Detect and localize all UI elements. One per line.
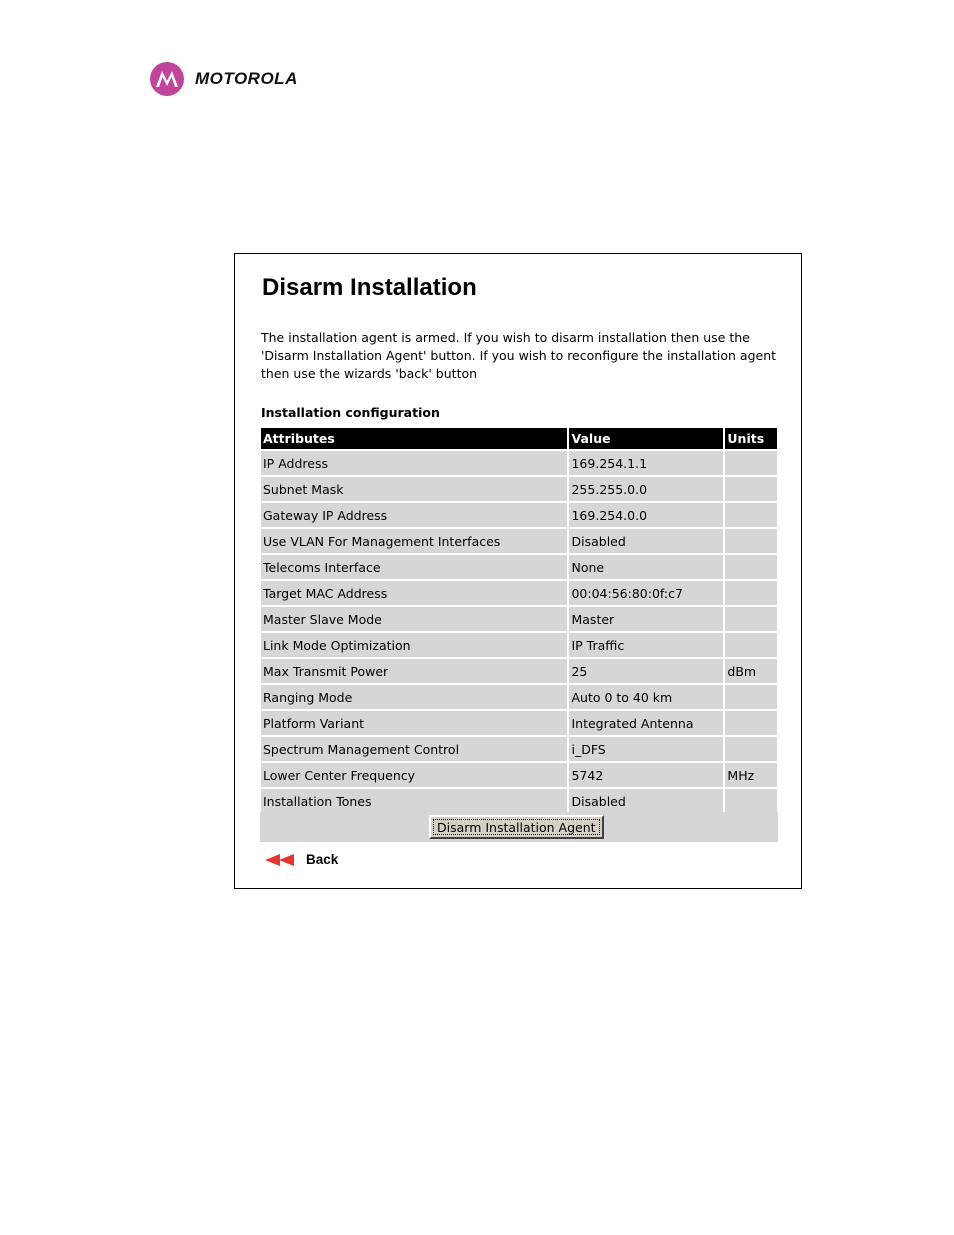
units-cell (725, 529, 777, 553)
units-cell (725, 555, 777, 579)
table-row (261, 607, 777, 631)
value-cell: 255.255.0.0 (569, 477, 723, 501)
section-title: Installation configuration (261, 405, 440, 420)
attribute-cell: Max Transmit Power (261, 659, 567, 683)
table-row (261, 503, 777, 527)
units-cell (725, 711, 777, 735)
units-cell: dBm (725, 659, 777, 683)
value-cell: 169.254.0.0 (569, 503, 723, 527)
value-cell: Disabled (569, 529, 723, 553)
back-link[interactable] (265, 852, 338, 867)
value-cell: 169.254.1.1 (569, 451, 723, 475)
disarm-installation-agent-button[interactable]: Disarm Installation Agent (429, 815, 604, 839)
units-cell (725, 633, 777, 657)
units-cell (725, 503, 777, 527)
attribute-cell: Master Slave Mode (261, 607, 567, 631)
table-header-row (261, 428, 777, 449)
intro-line: then use the wizards 'back' button (261, 366, 478, 381)
intro-line: 'Disarm Installation Agent' button. If you wish to reconfigure the installation agent (261, 348, 777, 363)
motorola-logo (150, 62, 298, 96)
table-row (261, 737, 777, 761)
table-row (261, 555, 777, 579)
units-cell (725, 477, 777, 501)
attribute-cell: IP Address (261, 451, 567, 475)
value-cell: Master (569, 607, 723, 631)
double-left-arrow-icon (265, 853, 297, 867)
brand-name: MOTOROLA (195, 69, 298, 88)
units-cell (725, 607, 777, 631)
value-cell: None (569, 555, 723, 579)
intro-text (261, 329, 781, 383)
intro-line: The installation agent is armed. If you wish to disarm installation then use the (261, 330, 750, 345)
value-cell: IP Traffic (569, 633, 723, 657)
units-cell (725, 581, 777, 605)
attribute-cell: Platform Variant (261, 711, 567, 735)
header-attributes: Attributes (261, 428, 567, 449)
attribute-cell: Telecoms Interface (261, 555, 567, 579)
value-cell: i_DFS (569, 737, 723, 761)
value-cell: 00:04:56:80:0f:c7 (569, 581, 723, 605)
units-cell (725, 789, 777, 813)
header-units: Units (725, 428, 777, 449)
installation-config-table (259, 426, 779, 815)
units-cell: MHz (725, 763, 777, 787)
attribute-cell: Ranging Mode (261, 685, 567, 709)
table-row (261, 633, 777, 657)
screenshot-frame (234, 253, 802, 889)
attribute-cell: Link Mode Optimization (261, 633, 567, 657)
header-value: Value (569, 428, 723, 449)
attribute-cell: Target MAC Address (261, 581, 567, 605)
back-label: Back (306, 852, 339, 867)
units-cell (725, 685, 777, 709)
motorola-batwing-icon (150, 62, 184, 96)
attribute-cell: Subnet Mask (261, 477, 567, 501)
attribute-cell: Spectrum Management Control (261, 737, 567, 761)
value-cell: Auto 0 to 40 km (569, 685, 723, 709)
value-cell: 5742 (569, 763, 723, 787)
units-cell (725, 737, 777, 761)
attribute-cell: Installation Tones (261, 789, 567, 813)
table-row (261, 659, 777, 683)
value-cell: Integrated Antenna (569, 711, 723, 735)
table-row (261, 789, 777, 813)
table-row (261, 529, 777, 553)
attribute-cell: Gateway IP Address (261, 503, 567, 527)
value-cell: Disabled (569, 789, 723, 813)
value-cell: 25 (569, 659, 723, 683)
table-row (261, 477, 777, 501)
table-row (261, 451, 777, 475)
table-row (261, 685, 777, 709)
table-row (261, 711, 777, 735)
attribute-cell: Use VLAN For Management Interfaces (261, 529, 567, 553)
page-title: Disarm Installation (262, 274, 477, 301)
table-row (261, 763, 777, 787)
units-cell (725, 451, 777, 475)
table-row (261, 581, 777, 605)
attribute-cell: Lower Center Frequency (261, 763, 567, 787)
button-row (260, 812, 778, 842)
